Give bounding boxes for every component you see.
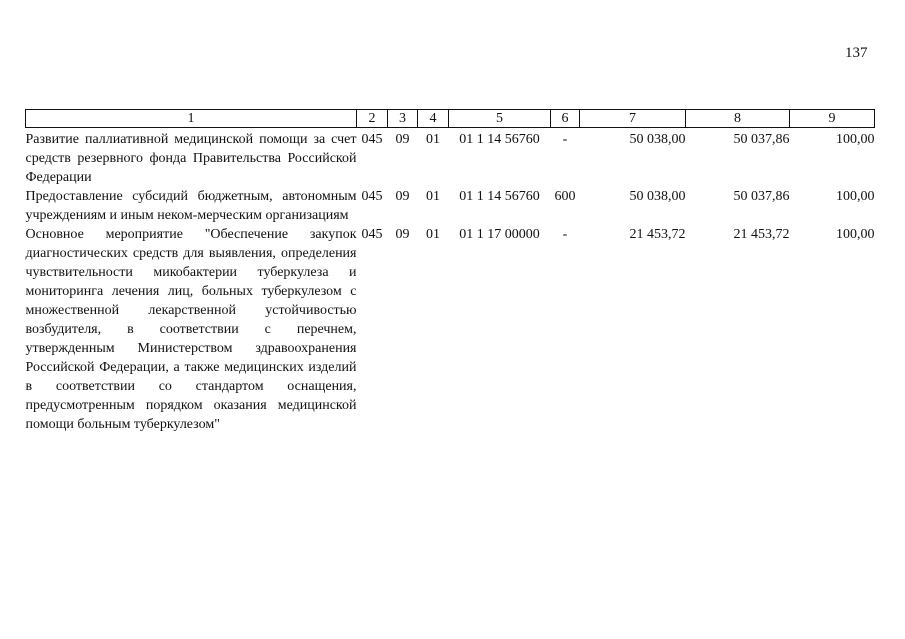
row-description: Предоставление субсидий бюджетным, автономным учреждениям и иным неком-мерческим организациям [25, 189, 357, 223]
cell-expense-type: - [562, 227, 568, 242]
column-header-9: 9 [790, 110, 875, 128]
cell-expense-type: - [562, 132, 568, 147]
table-row [26, 225, 875, 434]
cell-execution-percent: 100,00 [836, 132, 875, 147]
cell-ministry-code: 045 [361, 227, 383, 242]
cell-subsection-code: 01 [426, 189, 440, 204]
cell-ministry-code: 045 [361, 132, 383, 147]
cell-section-code: 09 [395, 132, 410, 147]
row-description: Развитие паллиативной медицинской помощи за счет средств резервного фонда Правительства Российской Федерации [25, 132, 357, 185]
cell-ministry-code: 045 [361, 189, 383, 204]
budget-table [25, 109, 875, 434]
cell-planned-amount: 21 453,72 [629, 227, 686, 242]
cell-target-article: 01 1 14 56760 [459, 132, 540, 147]
cell-section-code: 09 [395, 189, 410, 204]
cell-subsection-code: 01 [426, 227, 440, 242]
cell-target-article: 01 1 14 56760 [459, 189, 540, 204]
column-header-3: 3 [388, 110, 418, 128]
table-row [26, 187, 875, 225]
column-header-2: 2 [357, 110, 388, 128]
cell-execution-percent: 100,00 [836, 227, 875, 242]
cell-execution-percent: 100,00 [836, 189, 875, 204]
cell-subsection-code: 01 [426, 132, 440, 147]
cell-planned-amount: 50 038,00 [629, 132, 686, 147]
cell-executed-amount: 50 037,86 [733, 189, 790, 204]
cell-target-article: 01 1 17 00000 [459, 227, 540, 242]
header-row [26, 110, 875, 128]
page-number: 137 [845, 45, 868, 61]
column-header-6: 6 [551, 110, 580, 128]
cell-section-code: 09 [395, 227, 410, 242]
cell-planned-amount: 50 038,00 [629, 189, 686, 204]
cell-executed-amount: 50 037,86 [733, 132, 790, 147]
column-header-1: 1 [26, 110, 357, 128]
cell-expense-type: 600 [554, 189, 576, 204]
column-header-5: 5 [449, 110, 551, 128]
column-header-8: 8 [686, 110, 790, 128]
row-description: Основное мероприятие "Обеспечение закупок диагностических средств для выявления, определения чувствительности микобактерии туберкулеза и мониторинга лечения лиц, больных туберкулезом с множественной лекарственной устойчивостью возбудителя, в соответствии с перечнем, утвержденным Министерством здравоохранения Российской Федерации, а также медицинских изделий в соответствии со стандартом оснащения, предусмотренным порядком оказания медицинской помощи больным туберкулезом" [25, 227, 357, 432]
column-header-7: 7 [580, 110, 686, 128]
table-row [26, 128, 875, 188]
column-header-4: 4 [418, 110, 449, 128]
cell-executed-amount: 21 453,72 [733, 227, 790, 242]
